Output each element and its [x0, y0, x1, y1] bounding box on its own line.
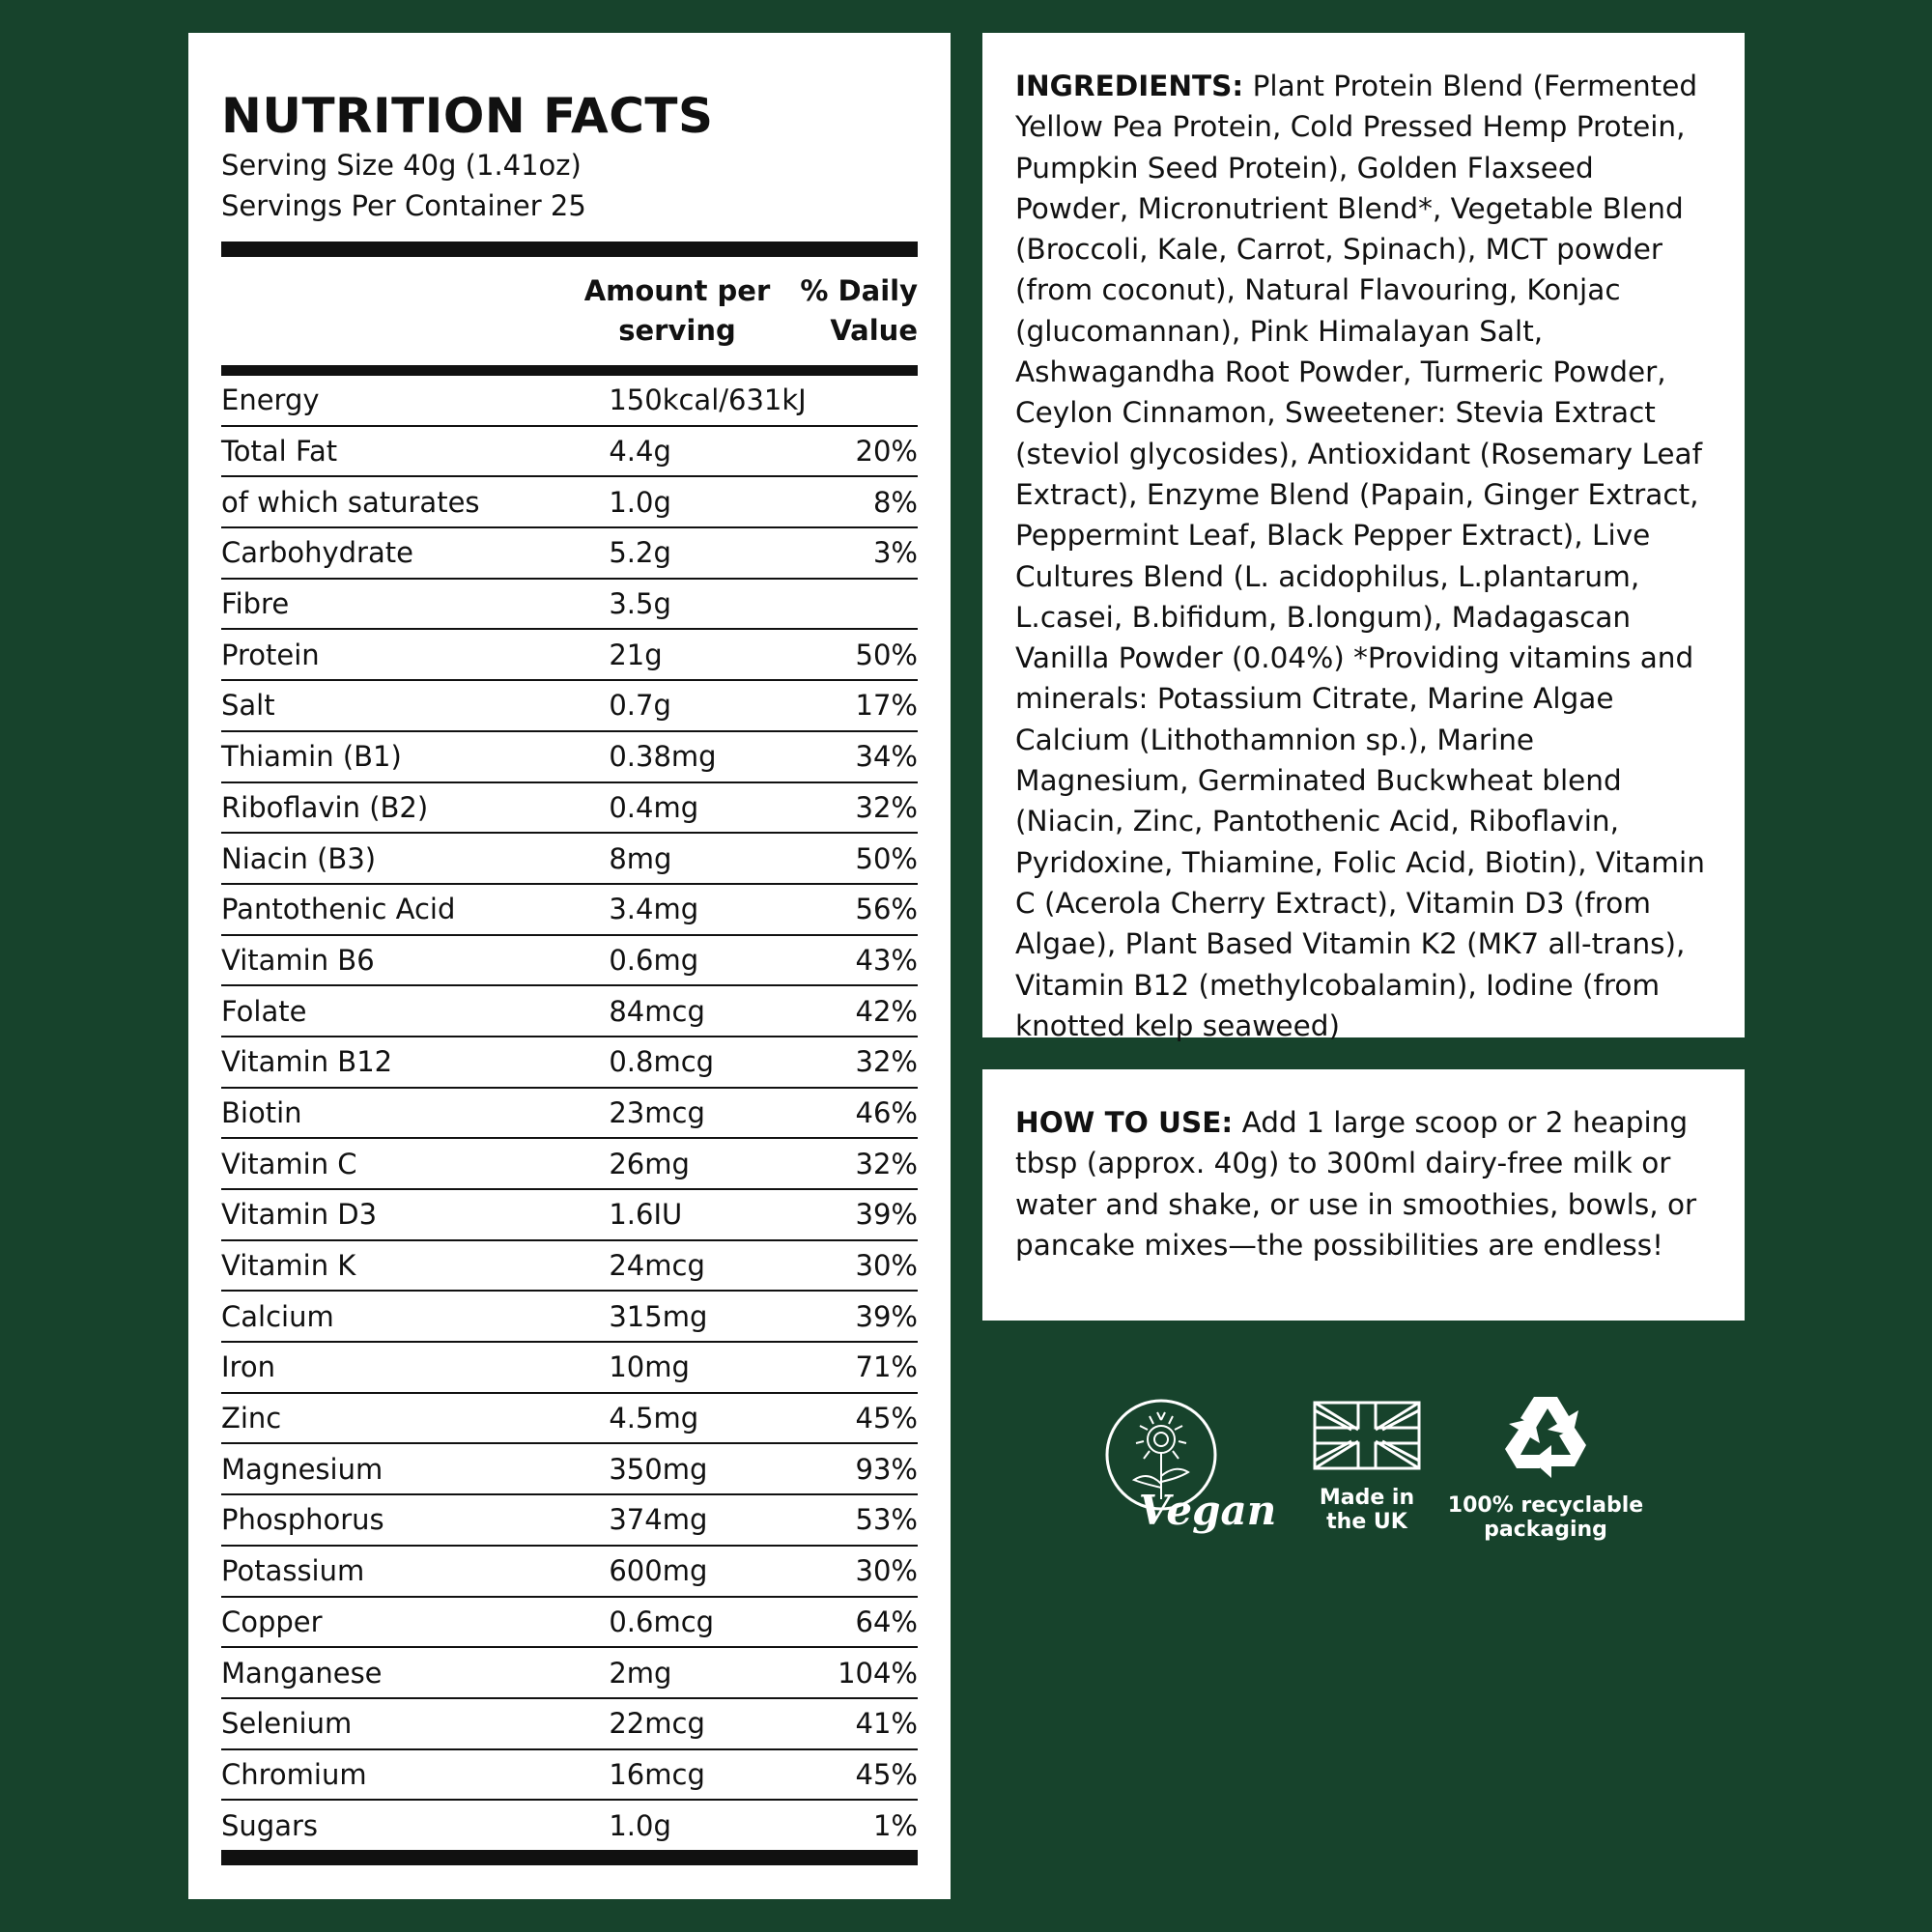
- table-row: [221, 527, 918, 579]
- nutrient-daily-value: 8%: [807, 476, 918, 527]
- table-row: [221, 1698, 918, 1749]
- nutrient-name: Energy: [221, 376, 609, 426]
- table-row: [221, 579, 918, 630]
- nutrient-name: Sugars: [221, 1808, 318, 1842]
- nutrient-name: Zinc: [221, 1393, 609, 1444]
- nutrient-amount: 0.7g: [609, 680, 806, 731]
- nutrient-amount: 2mg: [609, 1647, 806, 1698]
- nutrient-name: Manganese: [221, 1647, 609, 1698]
- nutrient-name: Iron: [221, 1342, 609, 1393]
- nutrient-amount: 4.4g: [609, 426, 806, 477]
- table-row: [221, 1749, 918, 1801]
- servings-per-container: Servings Per Container 25: [221, 189, 586, 222]
- nutrient-daily-value: 43%: [807, 935, 918, 986]
- nutrient-amount: 4.5mg: [609, 1393, 806, 1444]
- nutrition-title: NUTRITION FACTS: [221, 88, 714, 144]
- nutrient-amount: 23mcg: [609, 1088, 806, 1139]
- table-row: [221, 731, 918, 782]
- nutrient-name: Vitamin K: [221, 1240, 609, 1292]
- table-row: [221, 1342, 918, 1393]
- nutrition-table-header: [221, 257, 918, 365]
- nutrient-daily-value: 45%: [807, 1393, 918, 1444]
- nutrient-name: Vitamin B12: [221, 1037, 609, 1088]
- made-in-uk-badge: [1304, 1391, 1430, 1546]
- nutrient-amount: 600mg: [609, 1546, 806, 1597]
- nutrient-name: Protein: [221, 629, 609, 680]
- table-row: [221, 1240, 918, 1292]
- made-in-label-line1: Made in: [1319, 1486, 1415, 1510]
- nutrient-name: Potassium: [221, 1546, 609, 1597]
- nutrient-daily-value: 30%: [807, 1546, 918, 1597]
- ingredients-text: [1015, 66, 1712, 1046]
- nutrient-amount: 21g: [609, 629, 806, 680]
- table-row: [221, 1443, 918, 1494]
- table-row: [221, 833, 918, 884]
- nutrient-daily-value: 42%: [807, 985, 918, 1037]
- table-row: [221, 1546, 918, 1597]
- column-header-amount: Amount per serving: [583, 274, 771, 347]
- nutrient-amount: 84mcg: [609, 985, 806, 1037]
- table-row: [221, 376, 918, 426]
- nutrient-daily-value: 45%: [807, 1749, 918, 1801]
- nutrient-name: of which saturates: [221, 476, 609, 527]
- nutrient-name: Chromium: [221, 1749, 609, 1801]
- vegan-sunflower-icon: [1101, 1391, 1285, 1546]
- nutrient-name: Calcium: [221, 1291, 609, 1342]
- recyclable-badge: [1439, 1391, 1652, 1546]
- nutrient-amount: 26mg: [609, 1138, 806, 1189]
- nutrient-daily-value: 50%: [807, 833, 918, 884]
- nutrient-daily-value: 20%: [807, 426, 918, 477]
- nutrient-name: Fibre: [221, 579, 609, 630]
- nutrient-amount: 5.2g: [609, 527, 806, 579]
- made-in-label-line2: the UK: [1326, 1510, 1407, 1534]
- table-row: [221, 1037, 918, 1088]
- table-row: [221, 782, 918, 834]
- nutrient-name: Thiamin (B1): [221, 731, 609, 782]
- nutrient-daily-value: 3%: [807, 527, 918, 579]
- table-row: [221, 1800, 918, 1850]
- how-to-use-heading: HOW TO USE:: [1015, 1106, 1234, 1139]
- nutrient-name: Vitamin C: [221, 1138, 609, 1189]
- nutrient-name: Salt: [221, 680, 609, 731]
- nutrient-amount: 1.0g: [609, 476, 806, 527]
- nutrient-amount: 22mcg: [609, 1698, 806, 1749]
- nutrient-daily-value: 39%: [807, 1189, 918, 1240]
- nutrition-facts-panel: [188, 33, 951, 1899]
- how-to-use-text: [1015, 1102, 1712, 1265]
- nutrient-daily-value: 56%: [807, 884, 918, 935]
- nutrient-daily-value: 53%: [807, 1494, 918, 1546]
- certification-badges: [1101, 1391, 1681, 1546]
- nutrient-amount: 1.6IU: [609, 1189, 806, 1240]
- nutrient-name: Vitamin B6: [221, 935, 609, 986]
- nutrient-amount: 0.6mg: [609, 935, 806, 986]
- nutrition-table: [221, 376, 918, 1850]
- nutrient-daily-value: 50%: [807, 629, 918, 680]
- union-jack-icon: [1313, 1401, 1421, 1470]
- serving-size: Serving Size 40g (1.41oz): [221, 149, 582, 182]
- recyclable-label-line2: packaging: [1484, 1518, 1607, 1542]
- table-row: [221, 1597, 918, 1648]
- nutrient-daily-value: 32%: [807, 1037, 918, 1088]
- nutrient-amount: 3.5g: [609, 579, 806, 630]
- nutrient-daily-value: 104%: [807, 1647, 918, 1698]
- nutrient-daily-value: 46%: [807, 1088, 918, 1139]
- recyclable-label-line1: 100% recyclable: [1447, 1493, 1644, 1518]
- nutrient-amount: 0.8mcg: [609, 1037, 806, 1088]
- nutrient-daily-value: 93%: [807, 1443, 918, 1494]
- nutrient-amount: 10mg: [609, 1342, 806, 1393]
- table-row: [221, 1189, 918, 1240]
- nutrient-daily-value: [807, 579, 918, 630]
- table-row: [221, 985, 918, 1037]
- nutrient-daily-value: 39%: [807, 1291, 918, 1342]
- nutrient-name: Niacin (B3): [221, 833, 609, 884]
- table-row: [221, 884, 918, 935]
- table-row: [221, 426, 918, 477]
- nutrient-daily-value: 32%: [807, 1138, 918, 1189]
- vegan-logo-text: Vegan: [1138, 1487, 1277, 1534]
- nutrient-daily-value: 32%: [807, 782, 918, 834]
- table-row: [221, 1088, 918, 1139]
- table-row: [221, 935, 918, 986]
- table-row: [221, 1393, 918, 1444]
- column-header-daily-value: % Daily Value: [800, 274, 918, 347]
- nutrient-amount: 374mg: [609, 1494, 806, 1546]
- nutrient-name: Carbohydrate: [221, 527, 609, 579]
- vegan-badge: [1101, 1391, 1285, 1546]
- nutrient-amount: 8mg: [609, 833, 806, 884]
- nutrient-amount: 0.38mg: [609, 731, 806, 782]
- nutrient-daily-value: 17%: [807, 680, 918, 731]
- nutrient-name: Selenium: [221, 1698, 609, 1749]
- divider-thick: [221, 242, 918, 257]
- nutrient-daily-value: 64%: [807, 1597, 918, 1648]
- nutrient-daily-value: 71%: [807, 1342, 918, 1393]
- nutrient-amount: 24mcg: [609, 1240, 806, 1292]
- nutrient-name: Copper: [221, 1597, 609, 1648]
- nutrient-amount: 150kcal/631kJ: [609, 376, 806, 426]
- nutrient-amount: 315mg: [609, 1291, 806, 1342]
- nutrient-name: Magnesium: [221, 1443, 609, 1494]
- ingredients-panel: [982, 33, 1745, 1042]
- table-row: [221, 629, 918, 680]
- nutrient-amount: 0.4mg: [609, 782, 806, 834]
- nutrient-name: Phosphorus: [221, 1494, 609, 1546]
- nutrient-name: Folate: [221, 985, 609, 1037]
- table-row: [221, 1291, 918, 1342]
- nutrient-daily-value: 41%: [807, 1698, 918, 1749]
- nutrient-amount: 350mg: [609, 1443, 806, 1494]
- table-row: [221, 1647, 918, 1698]
- nutrient-name: Vitamin D3: [221, 1189, 609, 1240]
- nutrient-amount: 1.0g: [609, 1808, 671, 1842]
- how-to-use-instructions: Add 1 large scoop or 2 heaping tbsp (approx. 40g) to 300ml dairy-free milk or water and shake, or use in smoothies, bowls, or pancake mixes—the possibilities are endless!: [1015, 1106, 1697, 1262]
- nutrient-daily-value: 30%: [807, 1240, 918, 1292]
- table-row: [221, 1494, 918, 1546]
- table-row: [221, 476, 918, 527]
- recycle-icon: [1497, 1391, 1594, 1480]
- divider-thick: [221, 365, 918, 376]
- nutrient-name: Pantothenic Acid: [221, 884, 609, 935]
- ingredients-list: Plant Protein Blend (Fermented Yellow Pea Protein, Cold Pressed Hemp Protein, Pumpkin Seed Protein), Golden Flaxseed Powder, Micronutrient Blend*, Vegetable Blend (Broccoli, Kale, Carrot, Spinach), MCT powder (from coconut), Natural Flavouring, Konjac (glucomannan), Pink Himalayan Salt, Ashwagandha Root Powder, Turmeric Powder, Ceylon Cinnamon, Sweetener: Stevia Extract (steviol glycosides), Antioxidant (Rosemary Leaf Extract), Enzyme Blend (Papain, Ginger Extract, Peppermint Leaf, Black Pepper Extract), Live Cultures Blend (L. acidophilus, L.plantarum, L.casei, B.bifidum, B.longum), Madagascan Vanilla Powder (0.04%) *Providing vitamins and minerals: Potassium Citrate, Marine Algae Calcium (Lithothamnion sp.), Marine Magnesium, Germinated Buckwheat blend (Niacin, Zinc, Pantothenic Acid, Riboflavin, Pyridoxine, Thiamine, Folic Acid, Biotin), Vitamin C (Acerola Cherry Extract), Vitamin D3 (from Algae), Plant Based Vitamin K2 (MK7 all-trans), Vitamin B12 (methylcobalamin), Iodine (from knotted kelp seaweed): [1015, 70, 1705, 1042]
- how-to-use-panel: [982, 1069, 1745, 1321]
- nutrient-amount: 16mcg: [609, 1749, 806, 1801]
- ingredients-heading: INGREDIENTS:: [1015, 70, 1244, 102]
- nutrient-daily-value: 34%: [807, 731, 918, 782]
- nutrient-amount: 0.6mcg: [609, 1597, 806, 1648]
- nutrient-name: Riboflavin (B2): [221, 782, 609, 834]
- nutrient-amount: 3.4mg: [609, 884, 806, 935]
- table-row: [221, 1138, 918, 1189]
- nutrient-daily-value: 1%: [872, 1808, 918, 1842]
- nutrient-name: Total Fat: [221, 426, 609, 477]
- table-row: [221, 680, 918, 731]
- divider-thick: [221, 1850, 918, 1865]
- nutrient-name: Biotin: [221, 1088, 609, 1139]
